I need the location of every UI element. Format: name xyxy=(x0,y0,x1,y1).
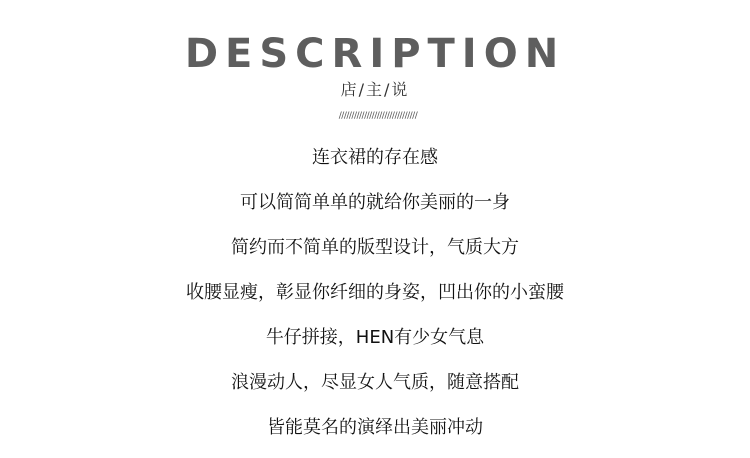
description-lines xyxy=(0,143,750,458)
description-line: 皆能莫名的演绎出美丽冲动 xyxy=(267,417,483,438)
description-line: 收腰显瘦，彰显你纤细的身姿，凹出你的小蛮腰 xyxy=(186,282,564,303)
description-line: 可以简简单单的就给你美丽的一身 xyxy=(240,192,510,213)
description-line: 牛仔拼接，HEN有少女气息 xyxy=(265,327,485,348)
section-subtitle: 店/主/说 xyxy=(340,80,410,99)
decorative-divider: /////////////////////////////// xyxy=(338,111,418,121)
section-title: DESCRIPTION xyxy=(184,31,566,77)
description-line: 连衣裙的存在感 xyxy=(312,147,438,168)
description-line: 简约而不简单的版型设计，气质大方 xyxy=(231,237,519,258)
description-line: 浪漫动人，尽显女人气质，随意搭配 xyxy=(231,372,519,393)
